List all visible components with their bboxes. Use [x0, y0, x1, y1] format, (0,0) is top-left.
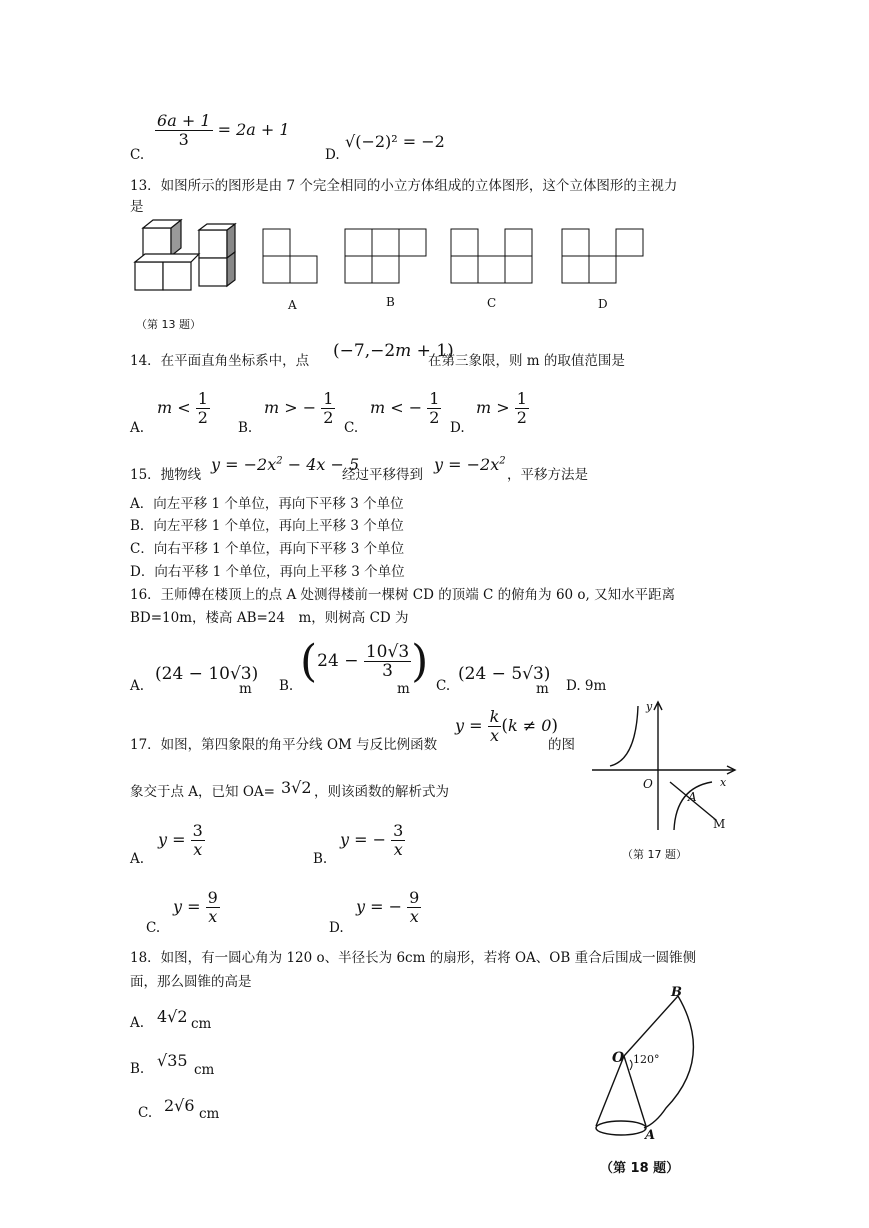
q13-caption: （第 13 题）: [136, 318, 201, 331]
q18-option-b-formula: √35: [157, 1051, 188, 1070]
q16-option-c-unit: m: [536, 681, 549, 697]
q17-option-a-formula: y = $\frac{3}{x}$: [158, 821, 203, 859]
q17-point-m-label: M: [713, 817, 726, 831]
q14-option-d-formula: m > $\frac{1}{2}$: [476, 389, 527, 427]
q15-choice-c: C．向右平移 1 个单位，再向下平移 3 个单位: [130, 541, 405, 557]
q12-option-c-label: C.: [130, 147, 145, 163]
q16-option-c-label: C.: [436, 678, 451, 694]
q18-text-line1: 18．如图，有一圆心角为 120 o、半径长为 6cm 的扇形，若将 OA、OB 重合后围成一圆锥侧: [130, 950, 697, 966]
q15-text-mid: 经过平移得到: [342, 467, 423, 483]
q17-text-after: 的图: [548, 737, 575, 753]
q14-option-b-formula: m > − $\frac{1}{2}$: [264, 389, 334, 427]
q12-option-c-formula: $\frac{6a + 1}{3}$ = 2a + 1: [157, 111, 290, 149]
q14-option-d-label: D.: [450, 420, 465, 436]
q18-option-c-unit: cm: [199, 1106, 220, 1122]
q18-text-line2: 面，那么圆锥的高是: [130, 974, 252, 990]
q17-origin-label: O: [643, 777, 653, 791]
q16-option-b-unit: m: [397, 681, 410, 697]
q17-caption: （第 17 题）: [622, 848, 687, 861]
q16-option-d: D. 9m: [566, 678, 607, 694]
q14-option-c-formula: m < − $\frac{1}{2}$: [370, 389, 440, 427]
q17-option-a-label: A.: [130, 851, 145, 867]
q14-option-a-formula: m < $\frac{1}{2}$: [157, 389, 208, 427]
q13-option-b-grid: [345, 229, 430, 289]
q17-option-d-formula: y = − $\frac{9}{x}$: [356, 888, 420, 926]
q13-option-d-label: D: [598, 297, 608, 311]
q16-text-line2: BD=10m，楼高 AB=24 m，则树高 CD 为: [130, 610, 409, 626]
q13-text-line1: 13．如图所示的图形是由 7 个完全相同的小立方体组成的立体图形，这个立体图形的主视力: [130, 178, 678, 194]
q18-caption: （第 18 题）: [600, 1161, 680, 1176]
q16-option-a-label: A.: [130, 678, 145, 694]
q17-point-a-label: A: [688, 790, 697, 804]
q17-text-before: 17．如图，第四象限的角平分线 OM 与反比例函数: [130, 737, 438, 753]
q18-option-a-unit: cm: [191, 1016, 212, 1032]
q13-option-b-label: B: [386, 295, 395, 309]
q17-option-c-formula: y = $\frac{9}{x}$: [173, 888, 218, 926]
q17-axis-x-label: x: [720, 776, 727, 789]
q14-point: (−7,−2m + 1): [333, 341, 454, 361]
q16-option-b-formula: (24 − $\frac{10√3}{3}$ ): [300, 636, 429, 687]
q18-angle-label: 120°: [633, 1053, 660, 1066]
q18-option-c-formula: 2√6: [164, 1096, 195, 1115]
q16-option-c-formula: (24 − 5√3): [458, 664, 551, 684]
q17-oa-value: 3√2: [281, 778, 312, 797]
q14-option-b-label: B.: [238, 420, 253, 436]
q14-text-after: 在第三象限，则 m 的取值范围是: [428, 353, 625, 369]
q17-option-b-label: B.: [313, 851, 328, 867]
q17-text-line2-before: 象交于点 A，已知 OA=: [130, 784, 275, 800]
q18-point-b-label: B: [671, 985, 682, 1000]
q17-axis-y-label: y: [646, 700, 653, 713]
q15-formula-1: $y = -2x^2 - 4x - 5$: [211, 455, 360, 474]
q12-option-d-label: D.: [325, 147, 340, 163]
q16-text-line1: 16．王师傅在楼顶上的点 A 处测得楼前一棵树 CD 的顶端 C 的俯角为 60 o, 又知水平距离: [130, 587, 676, 603]
q17-option-d-label: D.: [329, 920, 344, 936]
q17-function: y = $\frac{k}{x}$ (k ≠ 0): [455, 707, 559, 745]
q13-text-line2: 是: [130, 199, 144, 215]
q17-option-b-formula: y = − $\frac{3}{x}$: [340, 821, 404, 859]
q13-option-c-label: C: [487, 296, 497, 310]
q18-option-b-unit: cm: [194, 1062, 215, 1078]
q15-formula-2: $y = -2x^2$: [434, 455, 506, 474]
q14-text-before: 14．在平面直角坐标系中，点: [130, 353, 310, 369]
q16-option-a-unit: m: [239, 681, 252, 697]
q15-choice-a: A．向左平移 1 个单位，再向下平移 3 个单位: [130, 496, 404, 512]
q14-option-a-label: A.: [130, 420, 145, 436]
q18-point-a-label: A: [645, 1128, 656, 1143]
q17-text-line2-after: ，则该函数的解析式为: [314, 784, 449, 800]
q13-option-d-grid: [562, 229, 647, 289]
q18-option-a-label: A.: [130, 1015, 145, 1031]
q13-option-c-grid: [451, 229, 536, 289]
q15-choice-d: D．向右平移 1 个单位，再向上平移 3 个单位: [130, 564, 405, 580]
q12-option-d-formula: √(−2)² = −2: [345, 132, 445, 151]
q18-point-o-label: O: [612, 1050, 625, 1066]
q18-option-b-label: B.: [130, 1061, 145, 1077]
q18-option-a-formula: 4√2: [157, 1007, 188, 1026]
q15-text-after: ，平移方法是: [507, 467, 588, 483]
q14-option-c-label: C.: [344, 420, 359, 436]
q15-choice-b: B．向左平移 1 个单位，再向上平移 3 个单位: [130, 518, 404, 534]
q18-option-c-label: C.: [138, 1105, 153, 1121]
q13-option-a-label: A: [288, 298, 297, 312]
q13-option-a-grid: [263, 229, 323, 289]
q17-option-c-label: C.: [146, 920, 161, 936]
q13-cubes-figure: [133, 220, 243, 300]
q15-text-before: 15．抛物线: [130, 467, 202, 483]
q16-option-a-formula: (24 − 10√3): [155, 664, 259, 684]
q16-option-b-label: B.: [279, 678, 294, 694]
